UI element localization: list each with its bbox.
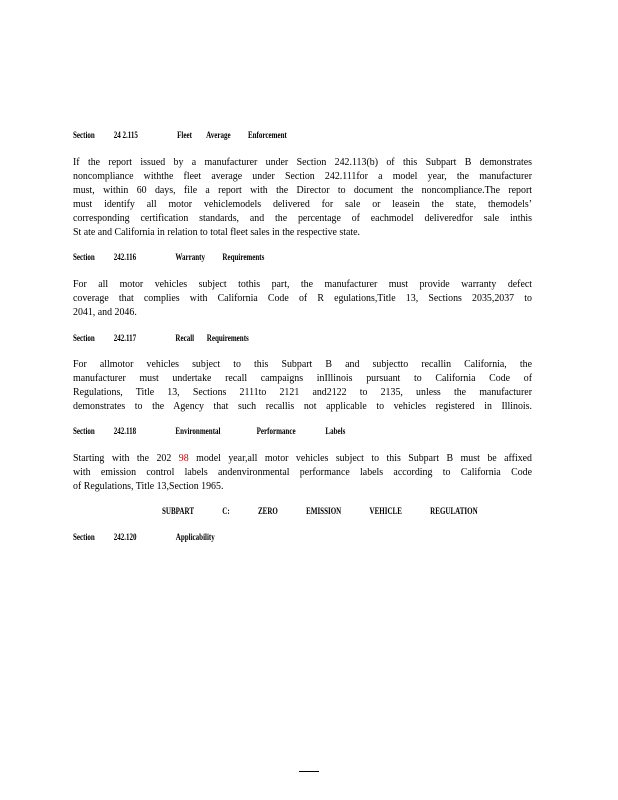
paragraph-line: must identify all motor vehiclemodels delivered for sale or leasein the state, themodels’ [73, 198, 532, 210]
subpart-heading [162, 506, 504, 516]
line-text: Starting with the 202 [73, 452, 179, 464]
section-heading [73, 333, 249, 343]
section-title: Requirements [206, 333, 249, 343]
paragraph-line: For allmotor vehicles subject to this Subpart B and subjectto recallin California, the [73, 358, 532, 370]
paragraph-line: For all motor vehicles subject tothis part, the manufacturer must provide warranty defect [73, 278, 532, 290]
section-label: Section [73, 130, 95, 140]
paragraph-line: manufacturer must undertake recall campaigns inIllinois pursuant to California Code of [73, 372, 532, 384]
paragraph-line: corresponding certification standards, and the percentage of eachmodel deliveredfor sale inthis [73, 212, 532, 224]
section-title: Average [206, 130, 231, 140]
section-title: Recall [175, 333, 195, 343]
section-title: Labels [325, 426, 346, 436]
paragraph-line: If the report issued by a manufacturer under Section 242.113(b) of this Subpart B demonstrates [73, 156, 532, 168]
subpart-word: EMISSION [306, 506, 342, 516]
subpart-word: ZERO [257, 506, 278, 516]
section-heading [73, 532, 215, 542]
paragraph-line [73, 451, 532, 465]
section-number: 242.116 [113, 252, 137, 262]
paragraph-line: noncompliance withthe fleet average under Section 242.111for a model year, the manufacturer [73, 170, 532, 182]
subpart-word: C: [222, 506, 230, 516]
section-number: 242.117 [113, 333, 137, 343]
subpart-word: VEHICLE [369, 506, 402, 516]
line-text: model year,all motor vehicles subject to this Subpart B must be affixed [188, 452, 532, 464]
paragraph-line: with emission control labels andenvironmental performance labels according to California Code [73, 466, 532, 478]
footer-rule [299, 771, 319, 772]
section-title: Fleet [177, 130, 192, 140]
paragraph-line: 2041, and 2046. [73, 306, 137, 318]
paragraph-line: coverage that complies with California Code of R egulations,Title 13, Sections 2035,2037 to [73, 292, 532, 304]
subpart-word: REGULATION [430, 506, 478, 516]
revised-year-text: 98 [178, 452, 189, 464]
section-heading [73, 426, 345, 436]
section-heading [73, 130, 287, 140]
paragraph-line: of Regulations, Title 13,Section 1965. [73, 480, 224, 492]
paragraph-line: demonstrates to the Agency that such recallis not applicable to vehicles registered in Illinois. [73, 400, 532, 412]
section-number: 242.118 [113, 426, 137, 436]
section-title: Environmental [175, 426, 221, 436]
section-title: Performance [256, 426, 296, 436]
section-number: 242.120 [113, 532, 137, 542]
subpart-word: SUBPART [162, 506, 195, 516]
section-title: Requirements [222, 252, 265, 262]
section-label: Section [73, 426, 95, 436]
section-title: Enforcement [247, 130, 287, 140]
paragraph-line: must, within 60 days, file a report with the Director to document the noncompliance.The report [73, 184, 532, 196]
section-label: Section [73, 333, 95, 343]
section-number: 24 2.115 [113, 130, 138, 140]
section-paragraph [73, 155, 533, 239]
section-paragraph [73, 357, 533, 413]
section-title: Warranty [175, 252, 206, 262]
paragraph-line: Regulations, Title 13, Sections 2111to 2121 and2122 to 2135, unless the manufacturer [73, 386, 532, 398]
paragraph-line: St ate and California in relation to total fleet sales in the respective state. [73, 226, 361, 238]
section-label: Section [73, 252, 95, 262]
section-paragraph [73, 451, 533, 493]
section-paragraph [73, 277, 533, 319]
section-label: Section [73, 532, 95, 542]
section-title: Applicability [175, 532, 215, 542]
section-heading [73, 252, 264, 262]
